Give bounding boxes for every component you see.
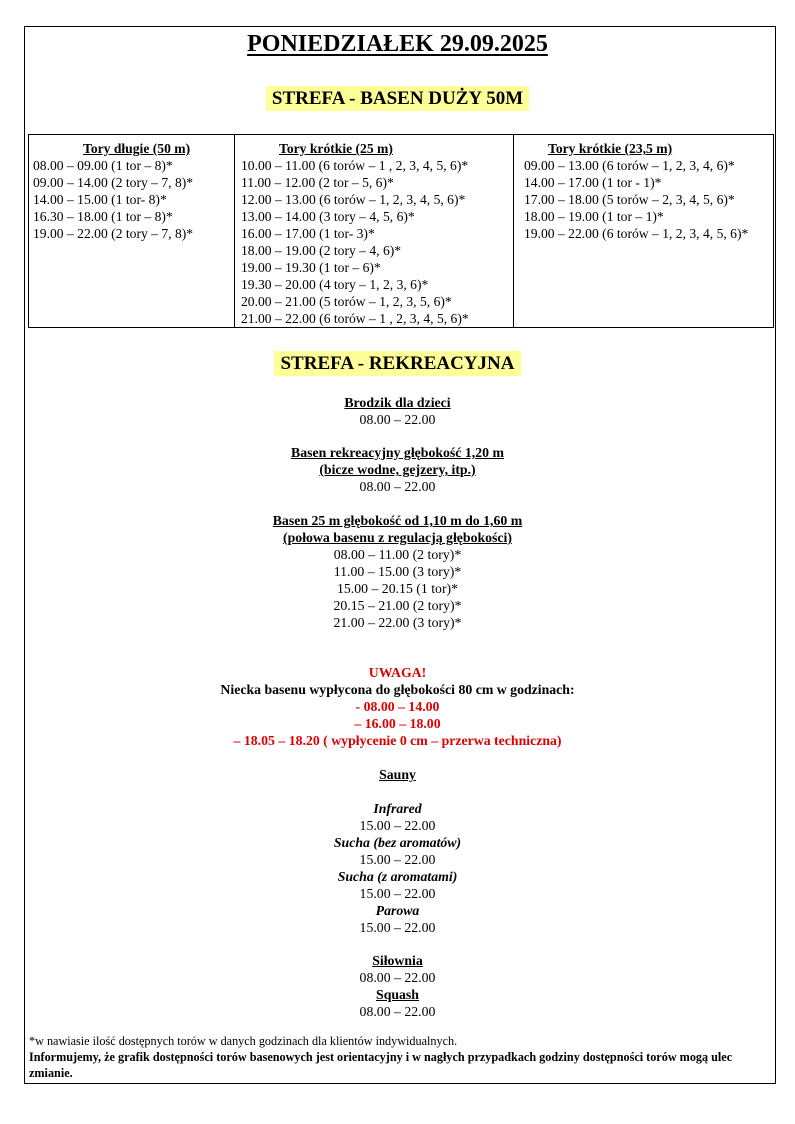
gym-hours: 08.00 – 22.00	[359, 970, 436, 985]
lanes-column-short235	[514, 135, 774, 328]
lane-row: 14.00 – 17.00 (1 tor - 1)*	[524, 175, 662, 190]
lane-row: 18.00 – 19.00 (2 tory – 4, 6)*	[241, 243, 402, 258]
recreation-pool-subtitle: (bicze wodne, gejzery, itp.)	[319, 462, 476, 477]
gym-title: Siłownia	[372, 953, 423, 968]
sauna-hours: 15.00 – 22.00	[359, 886, 436, 901]
lane-row: 09.00 – 13.00 (6 torów – 1, 2, 3, 4, 6)*	[524, 158, 735, 173]
sauna-name: Infrared	[373, 801, 422, 816]
recreation-pool-hours: 08.00 – 22.00	[359, 479, 436, 494]
notice-text: Niecka basenu wypłycona do głębokości 80 cm w godzinach:	[220, 682, 575, 697]
pool25-row: 11.00 – 15.00 (3 tory)*	[333, 564, 462, 579]
pool25-title: Basen 25 m głębokość od 1,10 m do 1,60 m	[272, 513, 523, 528]
lane-row: 18.00 – 19.00 (1 tor – 1)*	[524, 209, 664, 224]
sauna-hours: 15.00 – 22.00	[359, 818, 436, 833]
pool25-row: 08.00 – 11.00 (2 tory)*	[333, 547, 462, 562]
pool25-row: 15.00 – 20.15 (1 tor)*	[336, 581, 459, 596]
squash-hours: 08.00 – 22.00	[359, 1004, 436, 1019]
info-note: Informujemy, że grafik dostępności torów basenowych jest orientacyjny i w nagłych przypadkach godziny dostępności torów mogą ulec zmianie.	[29, 1050, 733, 1080]
saunas-heading: Sauny	[379, 767, 416, 782]
sauna-name: Sucha (bez aromatów)	[333, 835, 462, 850]
column-header: Tory długie (50 m)	[83, 141, 191, 156]
lanes-column-long	[29, 135, 235, 328]
lane-row: 19.00 – 22.00 (6 torów – 1, 2, 3, 4, 5, 6)*	[524, 226, 749, 241]
notice-line: - 08.00 – 14.00	[355, 699, 440, 714]
lane-row: 16.00 – 17.00 (1 tor- 3)*	[241, 226, 375, 241]
sauna-name: Parowa	[375, 903, 420, 918]
lane-row: 19.00 – 22.00 (2 tory – 7, 8)*	[33, 226, 194, 241]
lane-row: 16.30 – 18.00 (1 tor – 8)*	[33, 209, 173, 224]
zone-pool-title: STREFA - BASEN DUŻY 50M	[0, 88, 795, 110]
recreation-pool-section	[0, 444, 795, 495]
lane-row: 13.00 – 14.00 (3 tory – 4, 5, 6)*	[241, 209, 415, 224]
notice-line: – 16.00 – 18.00	[354, 716, 441, 731]
notice-line: – 18.05 – 18.20 ( wypłycenie 0 cm – przerwa techniczna)	[233, 733, 562, 748]
lane-row: 12.00 – 13.00 (6 torów – 1, 2, 3, 4, 5, 6)*	[241, 192, 466, 207]
sauna-hours: 15.00 – 22.00	[359, 852, 436, 867]
lane-row: 08.00 – 09.00 (1 tor – 8)*	[33, 158, 173, 173]
pool25-row: 20.15 – 21.00 (2 tory)*	[333, 598, 462, 613]
lanes-table	[28, 134, 774, 328]
lane-row: 21.00 – 22.00 (6 torów – 1 , 2, 3, 4, 5, 6)*	[241, 311, 469, 326]
gym-squash-section	[0, 952, 795, 1020]
recreation-pool-title: Basen rekreacyjny głębokość 1,20 m	[291, 445, 504, 460]
kids-pool-section	[0, 394, 795, 428]
lane-row: 19.00 – 19.30 (1 tor – 6)*	[241, 260, 381, 275]
sauna-name: Sucha (z aromatami)	[337, 869, 458, 884]
lane-row: 09.00 – 14.00 (2 tory – 7, 8)*	[33, 175, 194, 190]
pool25-row: 21.00 – 22.00 (3 tory)*	[333, 615, 462, 630]
pool25-subtitle: (połowa basenu z regulacją głębokości)	[283, 530, 512, 545]
lane-row: 17.00 – 18.00 (5 torów – 2, 3, 4, 5, 6)*	[524, 192, 735, 207]
lane-row: 11.00 – 12.00 (2 tor – 5, 6)*	[241, 175, 394, 190]
zone-recreation-title: STREFA - REKREACYJNA	[0, 353, 795, 375]
page-title: PONIEDZIAŁEK 29.09.2025	[247, 31, 548, 57]
squash-title: Squash	[376, 987, 419, 1002]
lane-row: 10.00 – 11.00 (6 torów – 1 , 2, 3, 4, 5, 6)*	[241, 158, 469, 173]
column-header: Tory krótkie (23,5 m)	[548, 141, 673, 156]
column-header: Tory krótkie (25 m)	[279, 141, 393, 156]
sauna-hours: 15.00 – 22.00	[359, 920, 436, 935]
lane-row: 14.00 – 15.00 (1 tor- 8)*	[33, 192, 167, 207]
kids-pool-title: Brodzik dla dzieci	[344, 395, 451, 410]
lane-row: 19.30 – 20.00 (4 tory – 1, 2, 3, 6)*	[241, 277, 429, 292]
notice-heading: UWAGA!	[368, 665, 427, 680]
notice-section	[0, 664, 795, 749]
lane-row: 20.00 – 21.00 (5 torów – 1, 2, 3, 5, 6)*	[241, 294, 452, 309]
kids-pool-hours: 08.00 – 22.00	[359, 412, 436, 427]
footnote: *w nawiasie ilość dostępnych torów w danych godzinach dla klientów indywidualnych.	[29, 1034, 458, 1048]
saunas-section	[0, 766, 795, 936]
lanes-column-short25	[235, 135, 514, 328]
pool25-section	[0, 512, 795, 631]
